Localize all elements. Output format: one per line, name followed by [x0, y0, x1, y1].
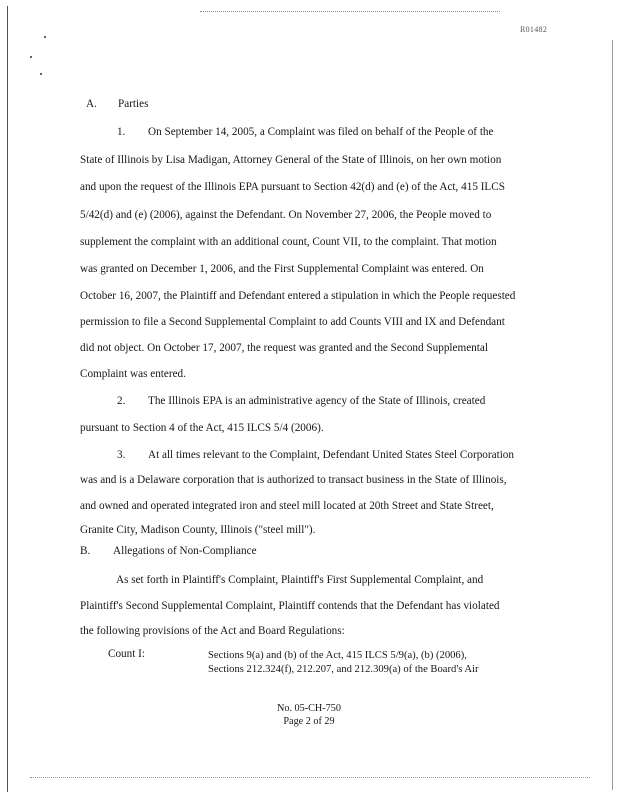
paragraph-line: and owned and operated integrated iron and steel mill located at 20th Street and State Street,: [80, 500, 494, 512]
section-a-letter: A.: [86, 98, 97, 110]
section-b-letter: B.: [80, 545, 91, 557]
paragraph-line: At all times relevant to the Complaint, Defendant United States Steel Corporation: [148, 449, 514, 461]
paragraph-line: the following provisions of the Act and Board Regulations:: [80, 625, 345, 637]
count-label: Count I:: [108, 648, 145, 660]
paragraph-line: permission to file a Second Supplemental Complaint to add Counts VIII and IX and Defendant: [80, 316, 505, 328]
case-number: No. 05-CH-750: [277, 703, 341, 714]
paragraph-number: 2.: [117, 395, 126, 407]
paragraph-line: was granted on December 1, 2006, and the First Supplemental Complaint was entered. On: [80, 263, 484, 275]
paragraph-number: 1.: [117, 126, 126, 138]
paragraph-line: 5/42(d) and (e) (2006), against the Defendant. On November 27, 2006, the People moved to: [80, 209, 492, 221]
paragraph-line: The Illinois EPA is an administrative agency of the State of Illinois, created: [148, 395, 486, 407]
paragraph-line: Granite City, Madison County, Illinois ("steel mill").: [80, 524, 316, 536]
paragraph-line: Plaintiff's Second Supplemental Complaint, Plaintiff contends that the Defendant has violated: [80, 600, 500, 612]
paragraph-line: was and is a Delaware corporation that is authorized to transact business in the State of Illinois,: [80, 474, 507, 486]
paragraph-line: As set forth in Plaintiff's Complaint, Plaintiff's First Supplemental Complaint, and: [116, 574, 484, 586]
scan-edge-left: [7, 6, 8, 792]
paragraph-line: On September 14, 2005, a Complaint was filed on behalf of the People of the: [148, 126, 494, 138]
count-line: Sections 9(a) and (b) of the Act, 415 ILCS 5/9(a), (b) (2006),: [208, 650, 467, 661]
page-number: Page 2 of 29: [283, 716, 335, 727]
section-a-heading: [86, 98, 149, 110]
paragraph-line: supplement the complaint with an additional count, Count VII, to the complaint. That motion: [80, 236, 497, 248]
scan-speck: [30, 56, 32, 58]
paragraph-line: and upon the request of the Illinois EPA pursuant to Section 42(d) and (e) of the Act, 415 ILCS: [80, 181, 505, 193]
paragraph-line: October 16, 2007, the Plaintiff and Defendant entered a stipulation in which the People requested: [80, 290, 516, 302]
section-b-heading: [80, 545, 257, 557]
scan-edge-right: [612, 40, 613, 790]
bates-number: R01482: [520, 25, 548, 34]
count-line: Sections 212.324(f), 212.207, and 212.309(a) of the Board's Air: [208, 664, 479, 675]
scan-speck: [44, 36, 46, 38]
scan-edge-bottom: [30, 777, 590, 778]
scan-edge-top: [200, 11, 500, 12]
paragraph-line: Complaint was entered.: [80, 368, 186, 380]
paragraph-number: 3.: [117, 449, 126, 461]
scan-speck: [40, 73, 42, 75]
paragraph-line: State of Illinois by Lisa Madigan, Attorney General of the State of Illinois, on her own motion: [80, 154, 502, 166]
paragraph-line: did not object. On October 17, 2007, the request was granted and the Second Supplemental: [80, 342, 488, 354]
paragraph-line: pursuant to Section 4 of the Act, 415 ILCS 5/4 (2006).: [80, 422, 324, 434]
section-a-title: Parties: [118, 98, 149, 110]
section-b-title: Allegations of Non-Compliance: [113, 545, 257, 557]
